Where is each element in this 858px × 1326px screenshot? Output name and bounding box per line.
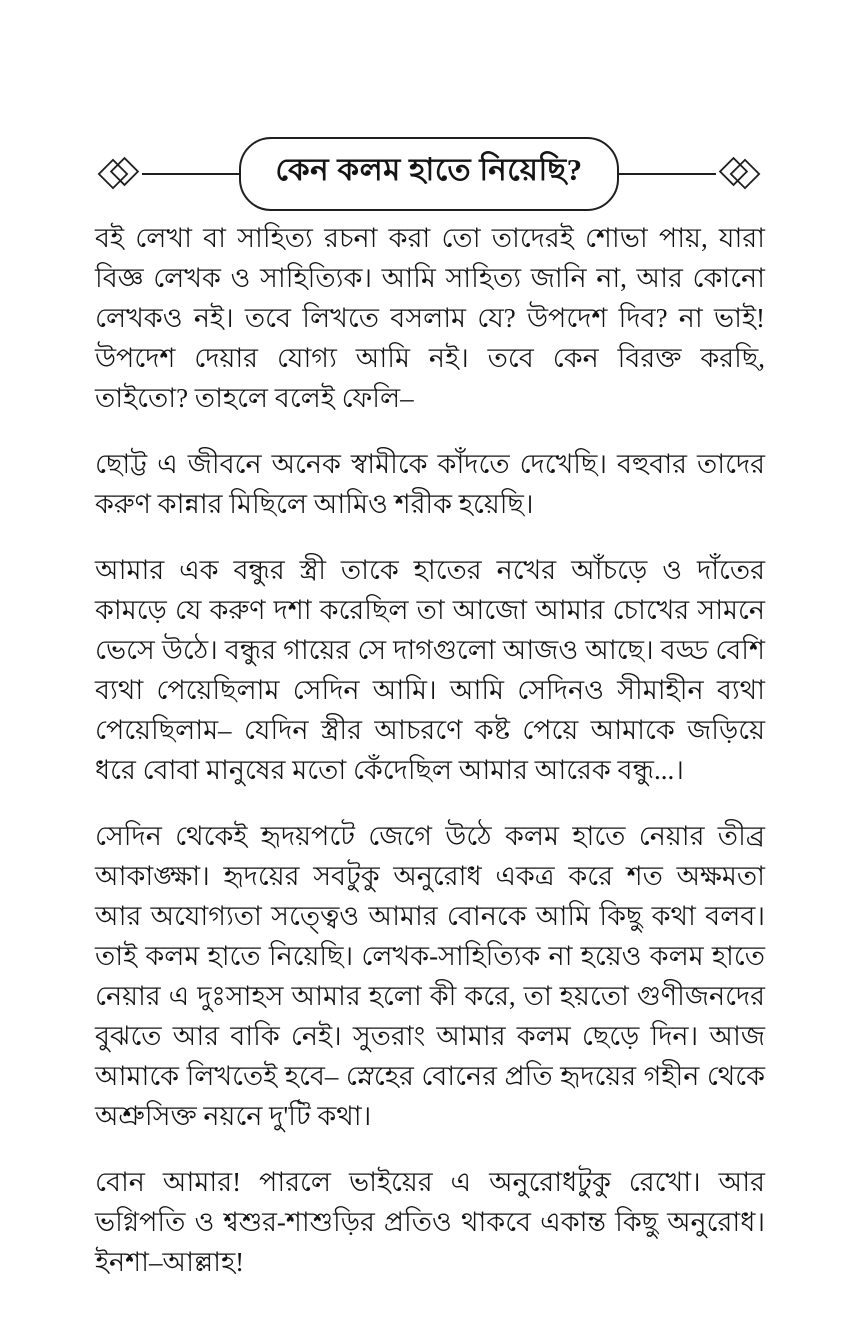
- paragraph: বই লেখা বা সাহিত্য রচনা করা তো তাদেরই শোভা পায়, যারা বিজ্ঞ লেখক ও সাহিত্যিক। আমি সাহিত্য জানি না, আর কোনো লেখকও নই। তবে লিখতে বসলাম যে? উপদেশ দিব? না ভাই! উপদেশ দেয়ার যোগ্য আমি নই। তবে কেন বিরক্ত করছি, তাইতো? তাহলে বলেই ফেলি–: [95, 223, 765, 413]
- chapter-title: কেন কলম হাতে নিয়েছি?: [275, 152, 583, 187]
- paragraph: বোন আমার! পারলে ভাইয়ের এ অনুরোধটুকু রেখো। আর ভগ্নিপতি ও শ্বশুর-শাশুড়ির প্রতিও থাকবে একান্ত কিছু অনুরোধ। ইনশা–আল্লাহ!: [95, 1167, 765, 1277]
- paragraph: ছোট্ট এ জীবনে অনেক স্বামীকে কাঁদতে দেখেছি। বহুবার তাদের করুণ কান্নার মিছিলে আমিও শরীক হয়েছি।: [95, 449, 765, 519]
- paragraph: সেদিন থেকেই হৃদয়পটে জেগে উঠে কলম হাতে নেয়ার তীব্র আকাঙ্ক্ষা। হৃদয়ের সবটুকু অনুরোধ একত্র করে শত অক্ষমতা আর অযোগ্যতা সত্ত্বেও আমার বোনকে আমি কিছু কথা বলব। তাই কলম হাতে নিয়েছি। লেখক-সাহিত্যিক না হয়েও কলম হাতে নেয়ার এ দুঃসাহস আমার হলো কী করে, তা হয়তো গুণীজনদের বুঝতে আর বাকি নেই। সুতরাং আমার কলম ছেড়ে দিন। আজ আমাকে লিখতেই হবে– স্নেহের বোনের প্রতি হৃদয়ের গহীন থেকে অশ্রুসিক্ত নয়নে দু'টি কথা।: [95, 821, 765, 1131]
- header-rule-right: [619, 173, 716, 175]
- double-diamond-icon: [96, 155, 142, 193]
- chapter-header: [96, 142, 762, 206]
- header-rule-left: [142, 173, 239, 175]
- body-text: [95, 218, 765, 1308]
- chapter-title-pill: [239, 137, 618, 211]
- double-diamond-icon: [716, 155, 762, 193]
- paragraph: আমার এক বন্ধুর স্ত্রী তাকে হাতের নখের আঁচড়ে ও দাঁতের কামড়ে যে করুণ দশা করেছিল তা আজো আমার চোখের সামনে ভেসে উঠে। বন্ধুর গায়ের সে দাগগুলো আজও আছে। বড্ড বেশি ব্যথা পেয়েছিলাম সেদিন আমি। আমি সেদিনও সীমাহীন ব্যথা পেয়েছিলাম– যেদিন স্ত্রীর আচরণে কষ্ট পেয়ে আমাকে জড়িয়ে ধরে বোবা মানুষের মতো কেঁদেছিল আমার আরেক বন্ধু...।: [95, 555, 765, 785]
